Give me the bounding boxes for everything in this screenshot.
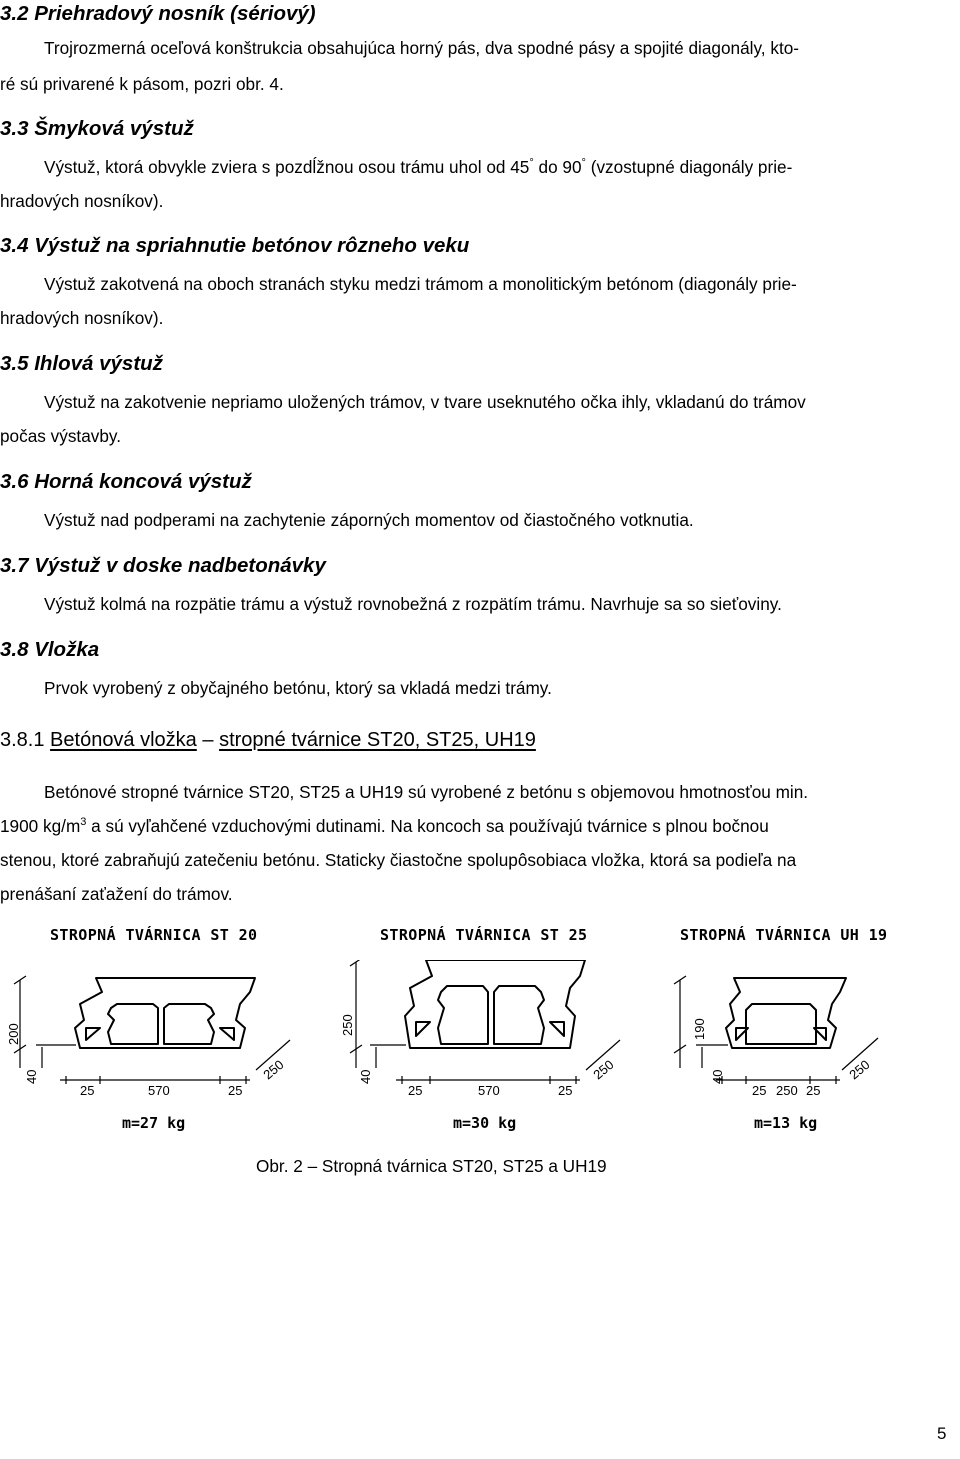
superscript: 3: [80, 816, 87, 828]
figure-title-st20: STROPNÁ TVÁRNICA ST 20: [50, 926, 258, 944]
figure-caption: Obr. 2 – Stropná tvárnica ST20, ST25 a UH19: [256, 1156, 607, 1176]
heading-3-8: 3.8 Vložka: [0, 638, 100, 661]
dim-right: 25: [806, 1083, 821, 1098]
dim-flange: 40: [710, 1069, 725, 1084]
mass-uh19: m=13 kg: [754, 1114, 818, 1132]
dim-diag: 250: [846, 1056, 873, 1083]
dim-left: 25: [408, 1083, 423, 1098]
paragraph-3-8-1-line-4: prenášaní zaťažení do trámov.: [0, 884, 233, 904]
degree-mark: °: [529, 157, 534, 169]
dim-flange: 40: [24, 1069, 39, 1084]
figure-title-uh19: STROPNÁ TVÁRNICA UH 19: [680, 926, 888, 944]
text-segment: do 90: [533, 157, 582, 177]
heading-3-4: 3.4 Výstuž na spriahnutie betónov rôzneho veku: [0, 234, 470, 257]
paragraph-3-2-line-2: ré sú privarené k pásom, pozri obr. 4.: [0, 74, 284, 94]
paragraph-3-5-line-2: počas výstavby.: [0, 426, 121, 446]
dim-mid: 250: [776, 1083, 798, 1098]
dim-mid: 570: [478, 1083, 500, 1098]
text-segment: 1900 kg/m: [0, 816, 81, 836]
paragraph-3-4-line-2: hradových nosníkov).: [0, 308, 164, 328]
degree-mark: °: [581, 157, 586, 169]
dim-left: 25: [80, 1083, 95, 1098]
text-segment: Výstuž, ktorá obvykle zviera s pozdĺžnou osou trámu uhol od 45: [44, 157, 530, 177]
mass-st20: m=27 kg: [122, 1114, 186, 1132]
heading-dash: –: [196, 729, 220, 751]
paragraph-3-4-line-1: Výstuž zakotvená na oboch stranách styku medzi trámom a monolitickým betónom (diagonály prie-: [44, 274, 797, 294]
dim-height: 190: [692, 1018, 707, 1040]
heading-title-part: Betónová vložka: [50, 729, 197, 751]
paragraph-3-8-1-line-3: stenou, ktoré zabraňujú zatečeniu betónu. Staticky čiastočne spolupôsobiaca vložka, ktorá sa podieľa na: [0, 850, 797, 870]
dim-left: 25: [752, 1083, 767, 1098]
heading-3-6: 3.6 Horná koncová výstuž: [0, 470, 252, 493]
paragraph-3-7-line-1: Výstuž kolmá na rozpätie trámu a výstuž rovnobežná z rozpätím trámu. Navrhuje sa so sieťoviny.: [44, 594, 782, 614]
heading-3-2: 3.2 Priehradový nosník (sériový): [0, 2, 316, 25]
dim-mid: 570: [148, 1083, 170, 1098]
heading-title-part: stropné tvárnice ST20, ST25, UH19: [219, 729, 536, 751]
heading-3-7: 3.7 Výstuž v doske nadbetonávky: [0, 554, 326, 577]
dim-diag: 250: [260, 1056, 287, 1083]
paragraph-3-8-1-line-1: Betónové stropné tvárnice ST20, ST25 a UH19 sú vyrobené z betónu s objemovou hmotnosťou min.: [44, 782, 809, 802]
dim-height: 200: [6, 1023, 21, 1045]
figure-title-st25: STROPNÁ TVÁRNICA ST 25: [380, 926, 588, 944]
heading-3-3: 3.3 Šmyková výstuž: [0, 117, 194, 140]
dim-height: 250: [340, 1014, 355, 1036]
page-number: 5: [937, 1424, 947, 1443]
paragraph-3-5-line-1: Výstuž na zakotvenie nepriamo uložených trámov, v tvare useknutého očka ihly, vkladanú do trámov: [44, 392, 806, 412]
heading-number: 3.8.1: [0, 729, 51, 751]
heading-3-8-1: [0, 729, 536, 752]
dim-diag: 250: [590, 1056, 617, 1083]
dim-right: 25: [228, 1083, 243, 1098]
text-segment: (vzostupné diagonály prie-: [585, 157, 793, 177]
dim-flange: 40: [358, 1069, 373, 1084]
heading-3-5: 3.5 Ihlová výstuž: [0, 352, 163, 375]
paragraph-3-8-line-1: Prvok vyrobený z obyčajného betónu, ktorý sa vkladá medzi trámy.: [44, 678, 552, 698]
mass-st25: m=30 kg: [453, 1114, 517, 1132]
block-drawing-st20: [0, 960, 320, 1110]
paragraph-3-2-line-1: Trojrozmerná oceľová konštrukcia obsahujúca horný pás, dva spodné pásy a spojité diagonály, kto-: [44, 38, 799, 58]
paragraph-3-3-line-2: hradových nosníkov).: [0, 191, 164, 211]
paragraph-3-6-line-1: Výstuž nad podperami na zachytenie záporných momentov od čiastočného votknutia.: [44, 510, 694, 530]
block-drawing-uh19: [660, 960, 960, 1110]
dim-right: 25: [558, 1083, 573, 1098]
text-segment: a sú vyľahčené vzduchovými dutinami. Na koncoch sa používajú tvárnice s plnou bočnou: [86, 816, 769, 836]
block-drawing-st25: [330, 960, 660, 1110]
